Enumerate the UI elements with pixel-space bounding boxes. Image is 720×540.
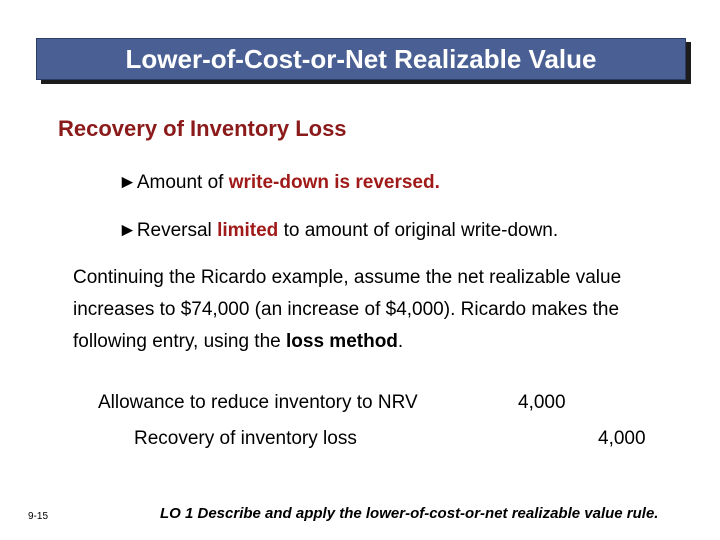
bullet-item	[118, 220, 558, 242]
bullet-arrow-icon: ►	[118, 220, 137, 241]
section-subtitle: Recovery of Inventory Loss	[58, 116, 347, 141]
page-number: 9-15	[28, 511, 49, 522]
page-title: Lower-of-Cost-or-Net Realizable Value	[125, 43, 597, 74]
credit-account: Recovery of inventory loss	[134, 428, 357, 449]
paragraph-text: Continuing the Ricardo example, assume the net realizable value increases to $74,000 (an increase of $4,000). Ricardo makes the following entry, using the	[73, 267, 622, 352]
debit-amount: 4,000	[518, 392, 566, 413]
debit-account: Allowance to reduce inventory to NRV	[98, 392, 418, 413]
bullet-text: Amount of	[136, 172, 229, 193]
bullet-highlight: limited	[217, 220, 279, 241]
paragraph-bold: loss method	[286, 331, 398, 352]
bullet-highlight: write-down is reversed.	[228, 172, 440, 193]
bullet-arrow-icon: ►	[118, 172, 137, 193]
bullet-text: Reversal	[136, 220, 218, 241]
title-banner	[36, 38, 686, 80]
learning-objective: LO 1 Describe and apply the lower-of-cost-or-net realizable value rule.	[160, 505, 659, 522]
credit-amount: 4,000	[598, 428, 646, 449]
bullet-rest: to amount of original write-down.	[278, 220, 559, 241]
bullet-item	[118, 172, 440, 194]
example-paragraph	[73, 262, 673, 358]
paragraph-end: .	[397, 331, 404, 352]
